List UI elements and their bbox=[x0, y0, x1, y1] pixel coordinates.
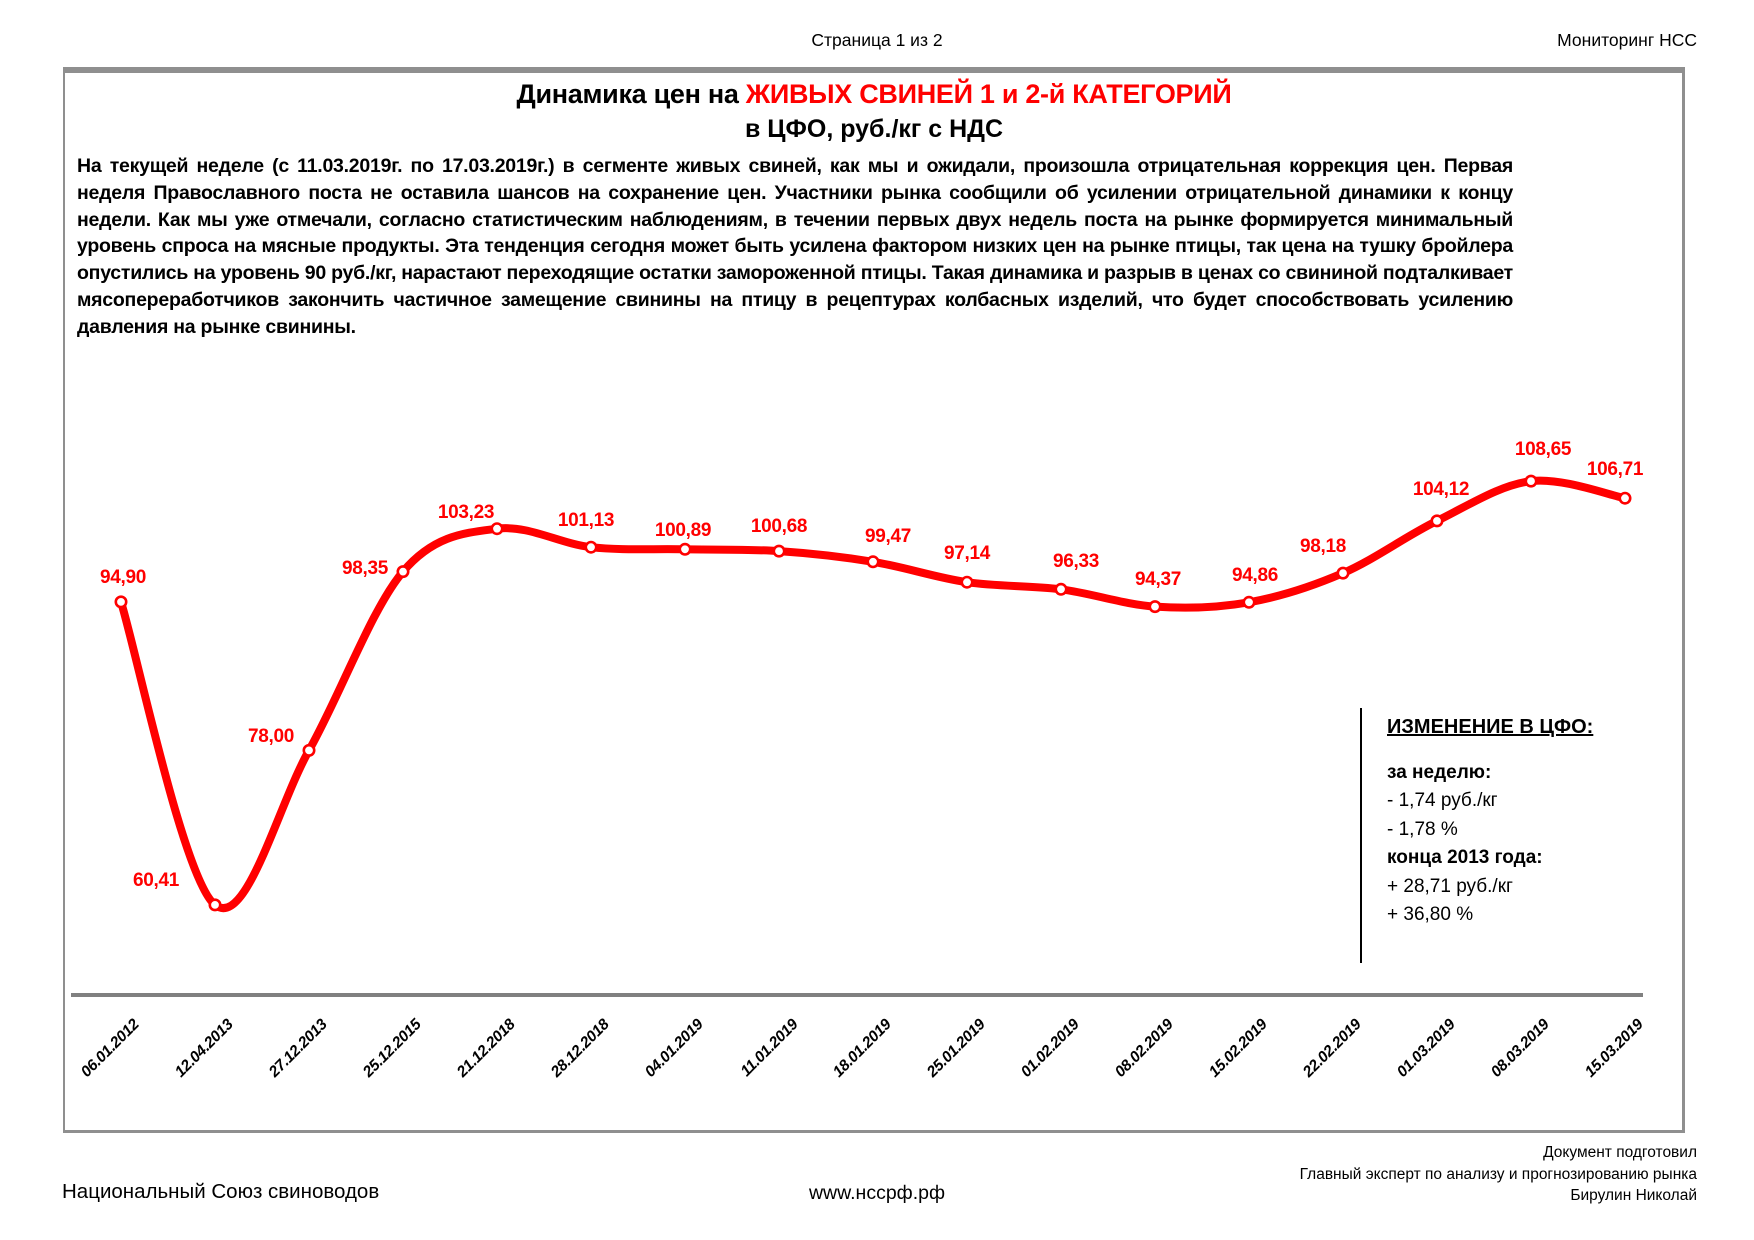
annotation-title: ИЗМЕНЕНИЕ В ЦФО: bbox=[1387, 716, 1594, 738]
data-point-marker bbox=[210, 900, 220, 910]
monitoring-label: Мониторинг НСС bbox=[1557, 30, 1697, 50]
data-point-label: 97,14 bbox=[943, 543, 991, 565]
annotation-line: - 1,78 % bbox=[1387, 818, 1458, 840]
footer-author-line: Бирулин Николай bbox=[1570, 1187, 1697, 1204]
data-point-marker bbox=[868, 557, 878, 567]
data-point-label: 98,18 bbox=[1299, 536, 1347, 558]
data-point-label: 106,71 bbox=[1586, 459, 1644, 481]
data-point-marker bbox=[1432, 516, 1442, 526]
data-point-marker bbox=[492, 524, 502, 534]
x-axis-tick-label: 27.12.2013 bbox=[266, 1016, 332, 1081]
data-point-marker bbox=[1150, 601, 1160, 611]
x-axis-tick-label: 12.04.2013 bbox=[172, 1016, 238, 1081]
data-point-label: 108,65 bbox=[1514, 439, 1572, 461]
annotation-lines bbox=[1387, 759, 1593, 929]
data-point-label: 60,41 bbox=[132, 869, 180, 891]
chart-title-highlight: ЖИВЫХ СВИНЕЙ 1 и 2-й КАТЕГОРИЙ bbox=[745, 79, 1232, 109]
footer-organization: Национальный Союз свиноводов bbox=[62, 1180, 380, 1203]
annotation-line: конца 2013 года: bbox=[1387, 847, 1543, 869]
data-point-label: 99,47 bbox=[864, 525, 912, 547]
data-point-label: 103,23 bbox=[437, 501, 495, 523]
annotation-line: за неделю: bbox=[1387, 762, 1492, 783]
data-point-label: 96,33 bbox=[1052, 551, 1100, 573]
x-axis-tick-label: 08.03.2019 bbox=[1488, 1016, 1554, 1081]
data-point-label: 78,00 bbox=[247, 726, 295, 748]
footer-author-line: Главный эксперт по анализу и прогнозированию рынка bbox=[1299, 1165, 1697, 1183]
data-point-marker bbox=[1338, 568, 1348, 578]
x-axis-tick-label: 28.12.2018 bbox=[548, 1016, 614, 1081]
x-axis-tick-label: 01.03.2019 bbox=[1394, 1016, 1460, 1081]
page-number-indicator: Страница 1 из 2 bbox=[811, 30, 943, 50]
x-axis-tick-label: 25.01.2019 bbox=[924, 1016, 990, 1081]
footer-author-line: Документ подготовил bbox=[1543, 1144, 1697, 1161]
data-point-marker bbox=[774, 546, 784, 556]
data-point-marker bbox=[586, 542, 596, 552]
data-point-marker bbox=[1056, 584, 1066, 594]
data-point-label: 98,35 bbox=[341, 557, 389, 579]
x-axis-tick-label: 11.01.2019 bbox=[737, 1016, 802, 1080]
data-point-marker bbox=[1526, 476, 1536, 486]
change-annotation-box bbox=[1360, 708, 1593, 963]
price-line-chart bbox=[63, 67, 1685, 1133]
x-axis-tick-label: 22.02.2019 bbox=[1300, 1016, 1366, 1081]
data-point-label: 100,89 bbox=[654, 520, 712, 542]
x-axis-tick-label: 08.02.2019 bbox=[1112, 1016, 1178, 1081]
weekly-summary-paragraph: На текущей неделе (с 11.03.2019г. по 17.03.2019г.) в сегменте живых свиней, как мы и ожидали, произошла отрицательная коррекция цен. Первая неделя Православного поста не оставила шансов на сохранение цен. Участники рынка сообщили об усилении отрицательной динамики к концу недели. Как мы уже отмечали, согласно статистическим наблюдениям, в течении первых двух недель поста на рынке формируется минимальный уровень спроса на мясные продукты. Эта тенденция сегодня может быть усилена фактором низких цен на рынке птицы, так цена на тушку бройлера опустились на уровень 90 руб./кг, нарастают переходящие остатки замороженной птицы. Такая динамика и разрыв в ценах со свининой подталкивает мясопереработчиков закончить частичное замещение свинины на птицу в рецептурах колбасных изделий, что будет способствовать усилению давления на рынке свинины. bbox=[77, 155, 1513, 338]
chart-subtitle: в ЦФО, руб./кг с НДС bbox=[744, 115, 1004, 143]
footer-author-block bbox=[1300, 1142, 1697, 1207]
data-point-label: 94,90 bbox=[99, 566, 147, 588]
annotation-line: + 36,80 % bbox=[1387, 904, 1474, 926]
chart-canvas bbox=[63, 67, 1685, 1133]
x-axis-tick-label: 18.01.2019 bbox=[830, 1016, 896, 1081]
x-axis-tick-label: 01.02.2019 bbox=[1018, 1016, 1084, 1081]
x-axis-tick-label: 15.02.2019 bbox=[1206, 1016, 1272, 1081]
data-point-label: 104,12 bbox=[1412, 478, 1470, 500]
x-axis-tick-label: 21.12.2018 bbox=[454, 1016, 520, 1081]
data-point-label: 101,13 bbox=[557, 510, 615, 532]
chart-title-prefix: Динамика цен на bbox=[516, 79, 746, 109]
data-point-marker bbox=[1620, 493, 1630, 503]
footer-website-link[interactable]: www.нссрф.рф bbox=[808, 1182, 946, 1204]
data-point-label: 100,68 bbox=[750, 516, 808, 538]
data-point-marker bbox=[1244, 597, 1254, 607]
x-axis-tick-label: 04.01.2019 bbox=[642, 1016, 708, 1081]
x-axis-tick-label: 25.12.2015 bbox=[360, 1016, 426, 1081]
data-point-label: 94,37 bbox=[1134, 568, 1182, 590]
chart-frame bbox=[63, 67, 1685, 1133]
annotation-line: - 1,74 руб./кг bbox=[1387, 790, 1498, 812]
data-point-marker bbox=[116, 597, 126, 607]
data-point-marker bbox=[304, 745, 314, 755]
data-point-marker bbox=[398, 566, 408, 576]
data-point-label: 94,86 bbox=[1231, 565, 1279, 587]
x-axis-tick-label: 06.01.2012 bbox=[78, 1016, 144, 1081]
data-point-marker bbox=[680, 544, 690, 554]
annotation-line: + 28,71 руб./кг bbox=[1387, 875, 1513, 897]
x-axis-tick-label: 15.03.2019 bbox=[1582, 1016, 1648, 1081]
data-point-marker bbox=[962, 577, 972, 587]
